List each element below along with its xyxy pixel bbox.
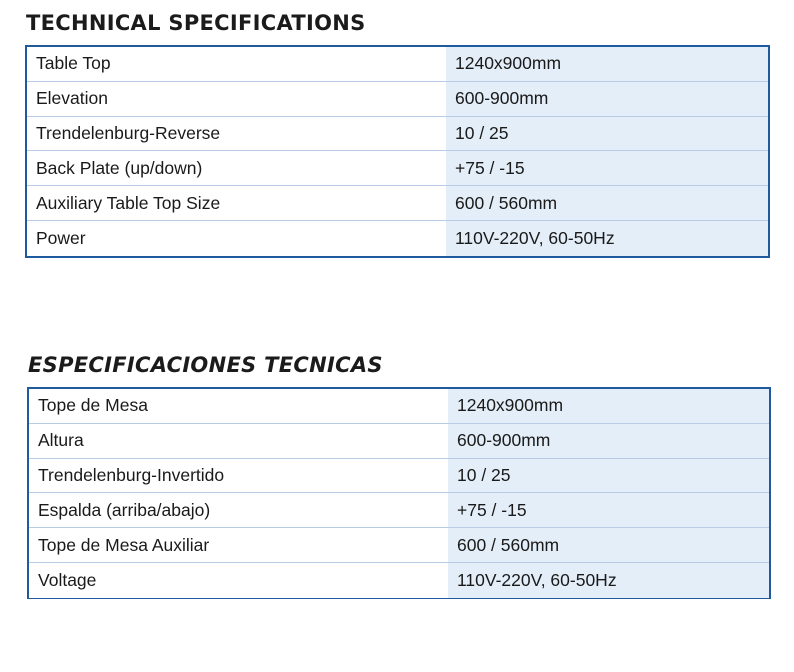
spec-row-altura (29, 424, 769, 459)
spec-value: 1240x900mm (446, 47, 768, 81)
spec-row-trendelenburg-invertido (29, 459, 769, 494)
spanish-spec-heading: ESPECIFICACIONES TECNICAS (28, 353, 383, 377)
spec-value: +75 / -15 (446, 151, 768, 185)
spec-row-power (27, 221, 768, 256)
spec-row-tope-auxiliar (29, 528, 769, 563)
spec-label: Auxiliary Table Top Size (27, 186, 446, 220)
spec-label: Tope de Mesa (29, 389, 448, 423)
spec-label: Espalda (arriba/abajo) (29, 493, 448, 527)
spec-row-auxiliary-top (27, 186, 768, 221)
spec-label: Power (27, 221, 446, 256)
spec-label: Back Plate (up/down) (27, 151, 446, 185)
spec-row-back-plate (27, 151, 768, 186)
spec-value: 600-900mm (448, 424, 769, 458)
spec-row-table-top (27, 47, 768, 82)
spec-row-voltage (29, 563, 769, 598)
spec-value: 600 / 560mm (448, 528, 769, 562)
spec-label: Trendelenburg-Invertido (29, 459, 448, 493)
spec-row-espalda (29, 493, 769, 528)
spec-value: 600 / 560mm (446, 186, 768, 220)
spec-value: 110V-220V, 60-50Hz (448, 563, 769, 598)
spec-label: Table Top (27, 47, 446, 81)
spec-value: 110V-220V, 60-50Hz (446, 221, 768, 256)
spec-label: Trendelenburg-Reverse (27, 117, 446, 151)
spec-label: Voltage (29, 563, 448, 598)
spec-value: 1240x900mm (448, 389, 769, 423)
spec-value: +75 / -15 (448, 493, 769, 527)
spec-label: Tope de Mesa Auxiliar (29, 528, 448, 562)
spec-value: 10 / 25 (446, 117, 768, 151)
english-spec-table (25, 45, 770, 258)
spec-row-elevation (27, 82, 768, 117)
spanish-spec-table (27, 387, 771, 599)
spec-row-tope-de-mesa (29, 389, 769, 424)
spec-value: 600-900mm (446, 82, 768, 116)
spec-row-trendelenburg (27, 117, 768, 152)
spec-label: Elevation (27, 82, 446, 116)
spec-value: 10 / 25 (448, 459, 769, 493)
english-spec-heading: TECHNICAL SPECIFICATIONS (26, 11, 366, 35)
spec-label: Altura (29, 424, 448, 458)
